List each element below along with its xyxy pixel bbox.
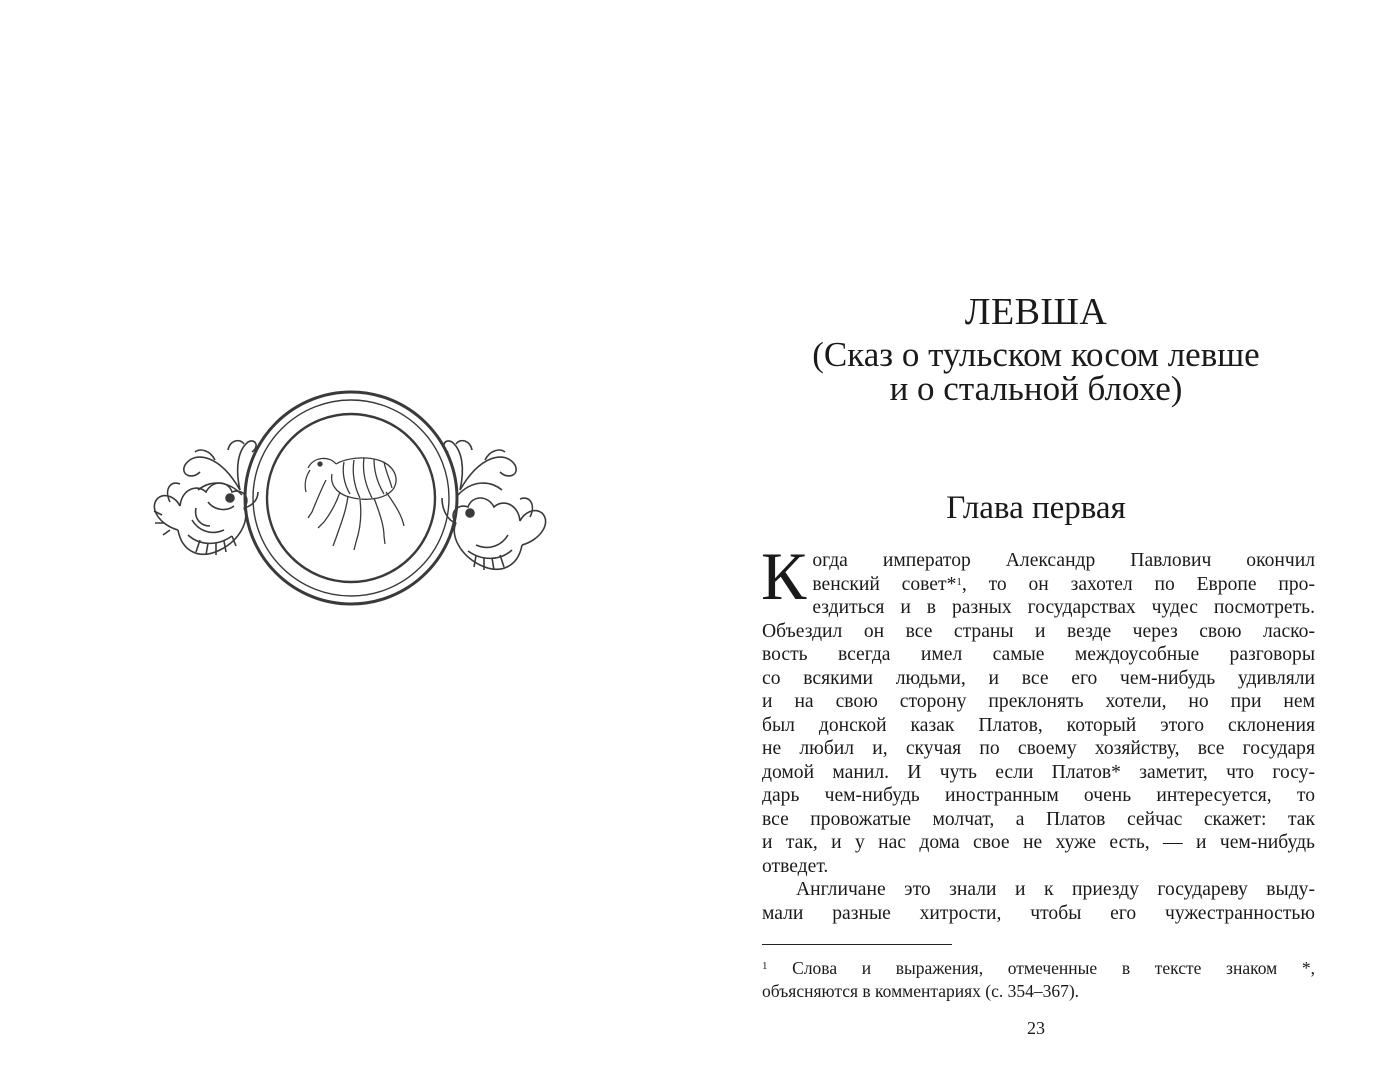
footnote-line: объясняются в комментариях (с. 354–367).	[762, 981, 1080, 1001]
chapter-body-text	[761, 538, 1315, 925]
text-line: Объездил он все страны и везде через свою ласко-	[762, 620, 1315, 642]
text-line: не любил и, скучая по своему хозяйству, все государя	[762, 738, 1315, 759]
footnote	[762, 957, 1315, 1003]
footnote-marker: 1	[762, 960, 768, 972]
text-line: все провожатые молчат, а Платов сейчас скажет: так	[762, 808, 1315, 830]
story-subtitle	[690, 335, 1382, 408]
subtitle-line: (Сказ о тульском косом левше	[812, 335, 1260, 374]
text-line: домой манил. И чуть если Платов* заметит, что госу-	[762, 761, 1315, 783]
text-line: огда император Александр Павлович окончил	[812, 550, 1315, 571]
drop-cap: К	[761, 538, 807, 614]
footnote-divider	[762, 944, 952, 945]
page-number: 23	[1027, 1018, 1045, 1038]
flea-drawing	[305, 458, 404, 550]
footnote-reference[interactable]: 1	[956, 575, 962, 588]
flea-medallion-illustration	[140, 380, 560, 620]
right-page	[690, 0, 1382, 1080]
text-line: мали разные хитрости, чтобы его чужестранностью	[762, 902, 1315, 924]
text-line: и так, и у нас дома свое не хуже есть, — и чем-нибудь	[762, 832, 1315, 853]
text-line: со всякими людьми, и все его чем-нибудь удивляли	[762, 667, 1315, 689]
text-line: венский совет*$^1$, то он захотел по Европе про-	[812, 573, 1315, 595]
text-line: Англичане это знали и к приезду государеву выду-	[796, 879, 1315, 900]
text-line: дарь чем-нибудь иностранным очень интересуется, то	[762, 785, 1315, 806]
left-flower-ornament	[154, 441, 258, 555]
chapter-title: Глава первая	[946, 490, 1126, 526]
left-page	[0, 0, 690, 1080]
text-line: был донской казак Платов, который этого склонения	[762, 714, 1315, 736]
subtitle-line: и о стальной блохе)	[889, 369, 1183, 408]
text-line: и на свою сторону преклонять хотели, но при нем	[762, 691, 1315, 712]
text-line: отведет.	[762, 855, 829, 877]
footnote-line: $^1$ Слова и выражения, отмеченные в тексте знаком *,	[762, 958, 1315, 978]
text-line: ездиться и в разных государствах чудес посмотреть.	[812, 597, 1315, 618]
text-line: вость всегда имел самые междоусобные разговоры	[762, 644, 1315, 665]
story-title: ЛЕВША	[964, 291, 1108, 333]
